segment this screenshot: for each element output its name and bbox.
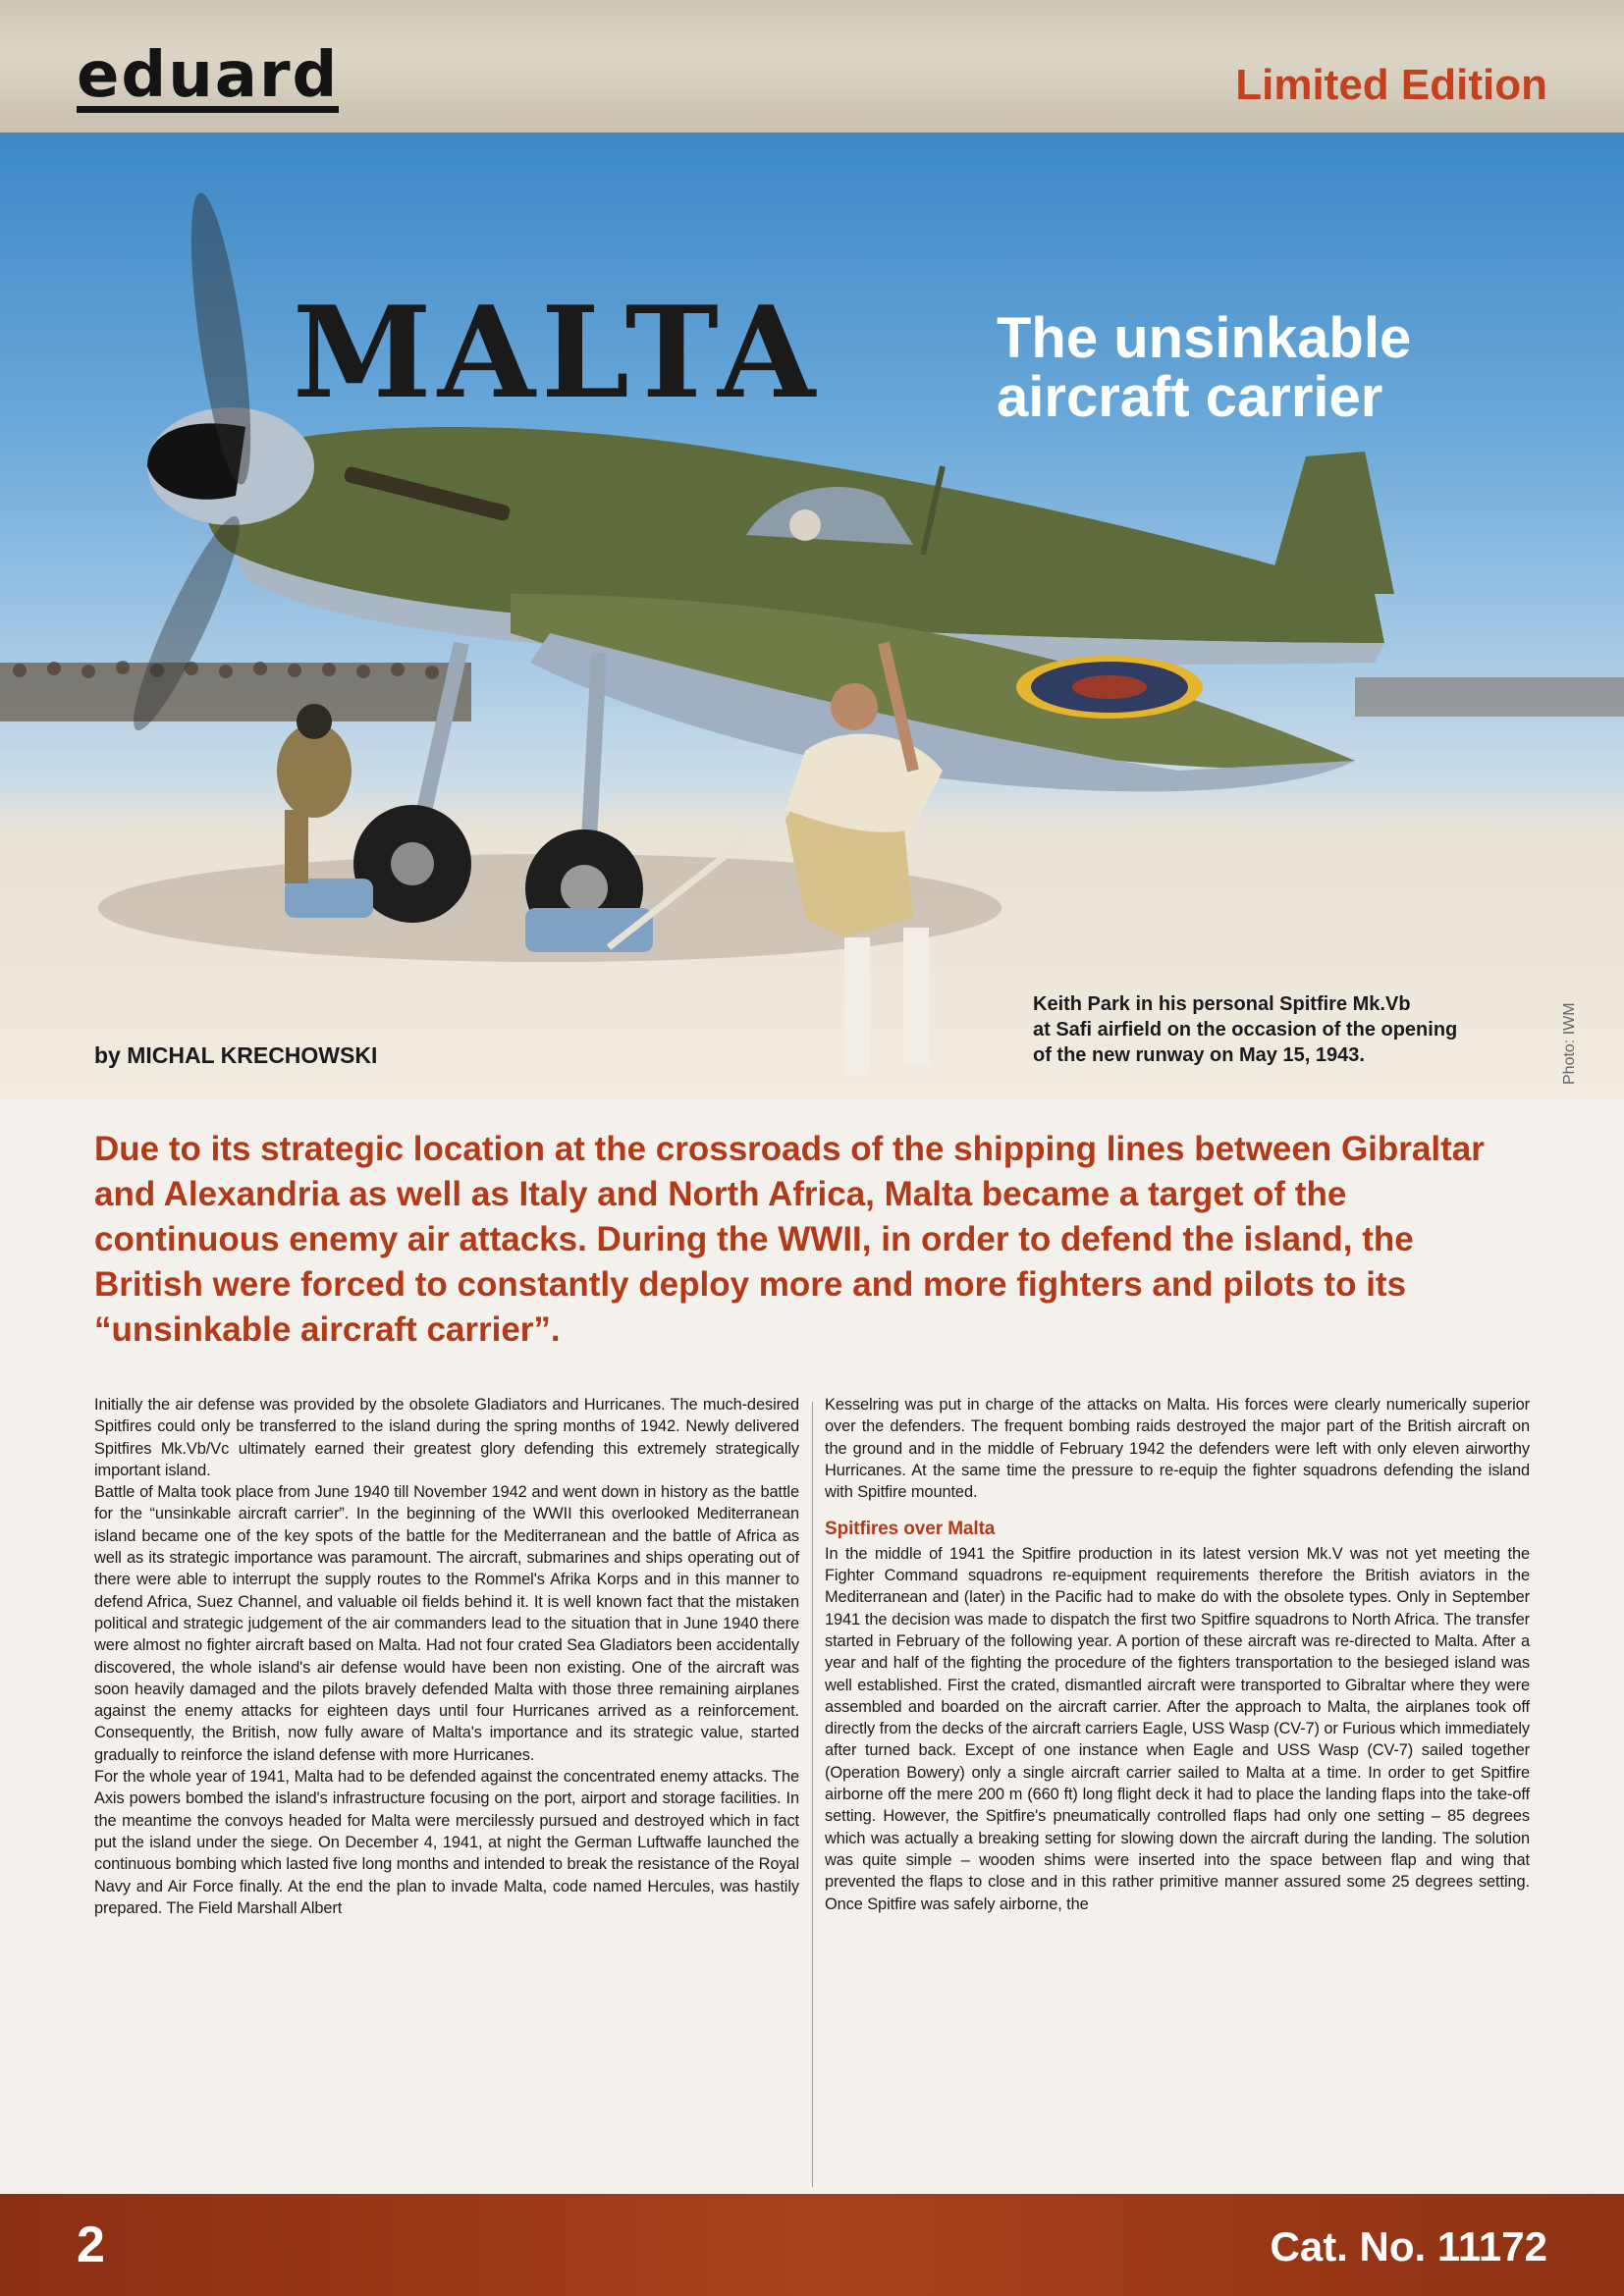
subtitle-line-1: The unsinkable [997, 306, 1412, 370]
edition-label: Limited Edition [1235, 61, 1547, 109]
section-heading: Spitfires over Malta [825, 1519, 996, 1540]
photo-caption [1033, 991, 1543, 1068]
subtitle-line-2: aircraft carrier [997, 365, 1383, 429]
body-paragraph: Initially the air defense was provided by the obsolete Gladiators and Hurricanes. The much-desired Spitfires could only be transferred to the island during the spring months of 1942. Newly delivered Spitfires Mk.Vb/Vc ultimately earned their greatest glory defending this extremely strategically important island. [94, 1396, 799, 1479]
photo-credit: Photo: IWM [1561, 1002, 1578, 1085]
article-title: MALTA [293, 280, 822, 427]
body-paragraph: For the whole year of 1941, Malta had to be defended against the concentrated enemy attacks. The Axis powers bombed the island's infrastructure focusing on the port, airport and storage facilities. In the meantime the convoys headed for Malta were mercilessly pursued and destroyed which in fact put the island under the siege. On December 4, 1941, at night the German Luftwaffe launched the continuous bombing which lasted five long months and intended to break the resistance of the Royal Navy and Air Force finally. At the end the plan to invade Malta, code named Hercules, was hastily prepared. The Field Marshall Albert [94, 1768, 799, 1917]
author-byline: by MICHAL KRECHOWSKI [94, 1042, 378, 1068]
caption-line-2: at Safi airfield on the occasion of the opening [1033, 1019, 1458, 1041]
hero-photo [0, 133, 1624, 1099]
spitfire-illustration [0, 133, 1624, 1099]
body-paragraph: In the middle of 1941 the Spitfire production in its latest version Mk.V was not yet meeting the Fighter Command squadrons re-equipment requirements therefore the British aviators in the Mediterranean and (later) in the Pacific had to make do with the obsolete types. Only in September 1941 the decision was made to dispatch the first two Spitfire squadrons to North Africa. The transfer started in February of the following year. A portion of these aircraft was re-directed to Malta. After a year and half of the fighting the procedure of the fighters transportation to the besieged island was well established. First the crated, dismantled aircraft were transported to Gibraltar where they were assembled and boarded on the aircraft carrier. After the approach to Malta, the airplanes took off directly from the decks of the aircraft carriers Eagle, USS Wasp (CV-7) or Furious which immediately after turned back. Except of one instance when Eagle and USS Wasp (CV-7) sailed together (Operation Bowery) only a single aircraft carrier sailed to Malta at a time. In order to get Spitfire airborne off the mere 200 m (660 ft) long flight deck it had to place the landing flaps into the take-off setting. However, the Spitfire's pneumatically controlled flaps had only one setting – 85 degrees which was actually a breaking setting for slowing down the aircraft during the landing. The solution was quite simple – wooden shims were inserted into the space between flap and wing that prevented the flaps to close and in this rather primitive manner assured some 25 degrees setting. Once Spitfire was safely airborne, the [825, 1544, 1530, 1913]
caption-line-1: Keith Park in his personal Spitfire Mk.Vb [1033, 993, 1411, 1015]
article-body [94, 1394, 1530, 2194]
lead-paragraph: Due to its strategic location at the crossroads of the shipping lines between Gibraltar and Alexandria as well as Italy and North Africa, Malta became a target of the continuous enemy air attacks. During the WWII, in order to defend the island, the British were forced to constantly deploy more and more fighters and pilots to its “unsinkable aircraft carrier”. [94, 1130, 1485, 1349]
article-column-left [94, 1394, 799, 1919]
column-divider [812, 1402, 813, 2187]
article-column-right [825, 1394, 1530, 1915]
caption-line-3: of the new runway on May 15, 1943. [1033, 1044, 1365, 1066]
eduard-logo: eduard [77, 39, 340, 112]
catalog-number: Cat. No. 11172 [1270, 2223, 1547, 2269]
footer-band [0, 2194, 1624, 2296]
body-paragraph: Kesselring was put in charge of the attacks on Malta. His forces were clearly numerically superior over the defenders. The frequent bombing raids destroyed the major part of the British aircraft on the ground and in the middle of February 1942 the defenders were left with only eleven airworthy Hurricanes. At the same time the pressure to re-equip the fighter squadrons defending the island with Spitfire mounted. [825, 1396, 1530, 1502]
header-band [0, 0, 1624, 133]
article-subtitle [997, 306, 1546, 429]
body-paragraph: Battle of Malta took place from June 1940 till November 1942 and went down in history as the battle for the “unsinkable aircraft carrier”. In the beginning of the WWII this overlooked Mediterranean island became one of the key spots of the battle for the Mediterranean and the battle of Africa as well as its strategic importance was paramount. The aircraft, submarines and ships operating out of there were able to interrupt the supply routes to the Rommel's Afrika Korps and in this manner to defend Africa, Suez Channel, and valuable oil fields behind it. It is well known fact that the mistaken political and strategic judgement of the air commanders lead to the situation that in June 1940 there were almost no fighter aircraft based on Malta. Had not four crated Sea Gladiators been accidentally discovered, the whole island's air defense would have been non existing. One of the aircraft was soon heavily damaged and the pilots bravely defended Malta with those three remaining airplanes against the enemy attacks for eighteen days until four Hurricanes arrived as a reinforcement. Consequently, the British, now fully aware of Malta's importance and its strategic value, started gradually to reinforce the island defense with more Hurricanes. [94, 1483, 799, 1764]
page-number: 2 [77, 2216, 105, 2273]
